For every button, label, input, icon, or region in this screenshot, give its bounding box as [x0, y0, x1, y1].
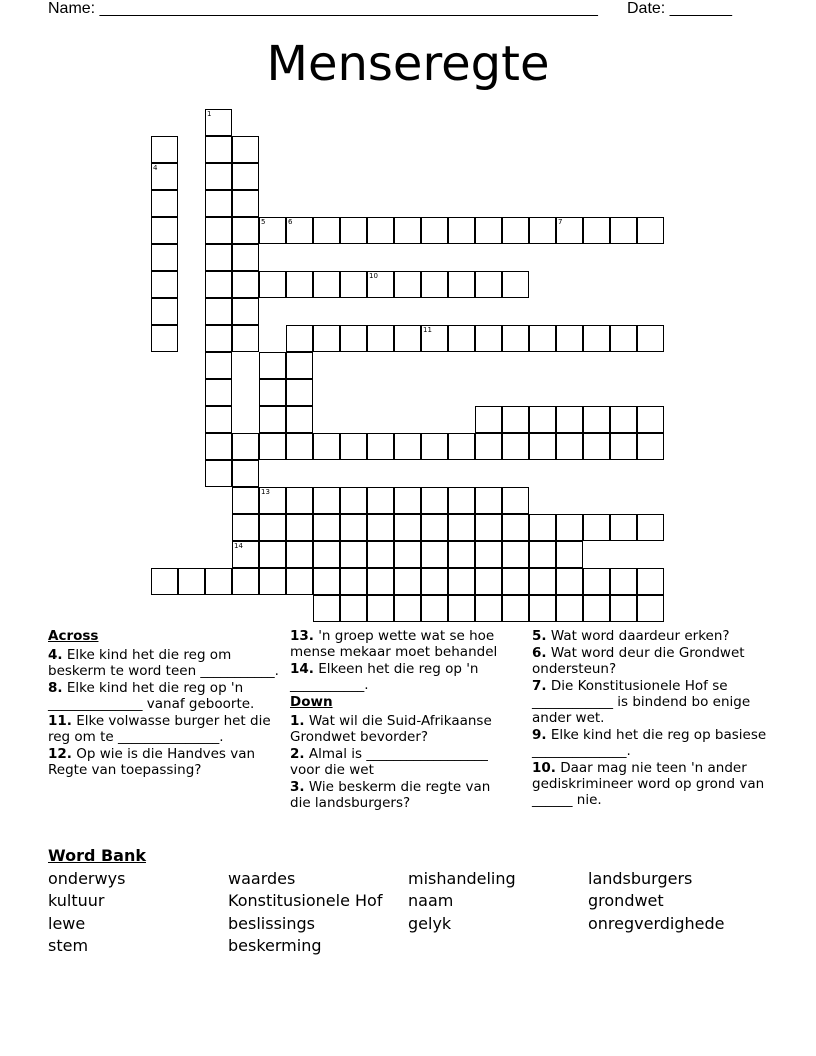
grid-cell	[205, 244, 232, 271]
word-bank-item: beskerming	[228, 936, 322, 955]
grid-cell	[151, 271, 178, 298]
grid-cell	[637, 325, 664, 352]
grid-cell	[448, 595, 475, 622]
grid-cell	[610, 217, 637, 244]
clue-down-10: 10. Daar mag nie teen 'n ander gediskrimineer word op grond van ______ nie.	[532, 760, 765, 808]
grid-cell	[394, 217, 421, 244]
grid-cell	[286, 433, 313, 460]
grid-cell	[232, 244, 259, 271]
grid-cell	[340, 433, 367, 460]
grid-cell	[475, 325, 502, 352]
grid-cell	[313, 568, 340, 595]
date-field-label: Date: _______	[627, 0, 732, 17]
grid-cell	[529, 568, 556, 595]
grid-cell	[394, 433, 421, 460]
word-bank-item: landsburgers	[588, 869, 693, 888]
grid-cell	[475, 433, 502, 460]
clue-number-label: 4	[153, 164, 158, 172]
clues-column-1	[48, 628, 280, 779]
grid-cell	[610, 433, 637, 460]
grid-cell	[448, 325, 475, 352]
grid-cell	[556, 595, 583, 622]
grid-cell	[421, 514, 448, 541]
grid-cell	[151, 325, 178, 352]
grid-cell	[151, 136, 178, 163]
grid-cell	[313, 595, 340, 622]
grid-cell	[259, 568, 286, 595]
grid-cell	[259, 433, 286, 460]
grid-cell	[367, 514, 394, 541]
grid-cell	[259, 271, 286, 298]
grid-cell	[232, 136, 259, 163]
grid-cell	[421, 433, 448, 460]
grid-cell	[529, 325, 556, 352]
clue-number-label: 10	[369, 272, 378, 280]
word-bank-item: onderwys	[48, 869, 126, 888]
grid-cell	[232, 325, 259, 352]
clue-number-label: 6	[288, 218, 293, 226]
grid-cell	[151, 190, 178, 217]
grid-cell	[394, 568, 421, 595]
grid-cell	[205, 433, 232, 460]
clue-down-2: 2. Almal is __________________ voor die wet	[290, 746, 488, 778]
grid-cell	[259, 514, 286, 541]
grid-cell	[151, 298, 178, 325]
grid-cell	[637, 595, 664, 622]
word-bank-item: lewe	[48, 914, 86, 933]
grid-cell	[151, 217, 178, 244]
word-bank-item: grondwet	[588, 891, 664, 910]
grid-cell	[340, 595, 367, 622]
grid-cell	[475, 541, 502, 568]
grid-cell	[259, 487, 286, 514]
word-bank-item: mishandeling	[408, 869, 516, 888]
grid-cell	[421, 595, 448, 622]
grid-cell	[448, 514, 475, 541]
clue-number-label: 1	[207, 110, 212, 118]
grid-cell	[583, 595, 610, 622]
grid-cell	[610, 568, 637, 595]
grid-cell	[232, 568, 259, 595]
grid-cell	[421, 217, 448, 244]
grid-cell	[286, 352, 313, 379]
clue-across-13: 13. 'n groep wette wat se hoe mense mekaar moet behandel	[290, 628, 498, 660]
clue-down-5: 5. Wat word daardeur erken?	[532, 628, 730, 644]
word-bank-item: Konstitusionele Hof	[228, 891, 383, 910]
grid-cell	[475, 217, 502, 244]
clue-number-label: 5	[261, 218, 266, 226]
grid-cell	[367, 433, 394, 460]
grid-cell	[448, 541, 475, 568]
grid-cell	[502, 433, 529, 460]
grid-cell	[637, 406, 664, 433]
grid-cell	[583, 217, 610, 244]
grid-cell	[367, 271, 394, 298]
clue-down-7: 7. Die Konstitusionele Hof se ____________ is bindend bo enige ander wet.	[532, 678, 751, 726]
grid-cell	[232, 190, 259, 217]
grid-cell	[205, 109, 232, 136]
grid-cell	[286, 514, 313, 541]
grid-cell	[313, 487, 340, 514]
clue-number-label: 7	[558, 218, 563, 226]
clue-down-1: 1. Wat wil die Suid-Afrikaanse Grondwet bevorder?	[290, 713, 492, 745]
clue-down-6: 6. Wat word deur die Grondwet ondersteun?	[532, 645, 745, 677]
grid-cell	[556, 406, 583, 433]
grid-cell	[502, 487, 529, 514]
grid-cell	[259, 352, 286, 379]
clues-column-3	[532, 628, 772, 809]
grid-cell	[205, 136, 232, 163]
word-bank-item: onregverdighede	[588, 914, 725, 933]
grid-cell	[583, 406, 610, 433]
grid-cell	[259, 379, 286, 406]
name-field-label: Name: ________________________________________________________	[48, 0, 598, 17]
grid-cell	[313, 325, 340, 352]
grid-cell	[313, 514, 340, 541]
grid-cell	[421, 541, 448, 568]
grid-cell	[556, 514, 583, 541]
grid-cell	[313, 217, 340, 244]
grid-cell	[475, 514, 502, 541]
grid-cell	[205, 271, 232, 298]
grid-cell	[205, 352, 232, 379]
grid-cell	[205, 379, 232, 406]
page-title: Menseregte	[266, 36, 550, 92]
grid-cell	[232, 541, 259, 568]
word-bank-item: gelyk	[408, 914, 452, 933]
clue-number-label: 13	[261, 488, 270, 496]
clue-down-9: 9. Elke kind het die reg op basiese ______________.	[532, 727, 767, 759]
grid-cell	[205, 460, 232, 487]
grid-cell	[421, 487, 448, 514]
grid-cell	[610, 514, 637, 541]
grid-cell	[529, 514, 556, 541]
word-bank-item: kultuur	[48, 891, 105, 910]
grid-cell	[610, 325, 637, 352]
grid-cell	[610, 406, 637, 433]
grid-cell	[448, 271, 475, 298]
grid-cell	[637, 433, 664, 460]
grid-cell	[232, 163, 259, 190]
word-bank-item: stem	[48, 936, 89, 955]
grid-cell	[421, 568, 448, 595]
grid-cell	[583, 514, 610, 541]
grid-cell	[313, 271, 340, 298]
grid-cell	[205, 298, 232, 325]
grid-cell	[367, 595, 394, 622]
grid-cell	[205, 217, 232, 244]
grid-cell	[502, 595, 529, 622]
grid-cell	[259, 541, 286, 568]
grid-cell	[556, 541, 583, 568]
grid-cell	[394, 541, 421, 568]
grid-cell	[583, 568, 610, 595]
grid-cell	[475, 595, 502, 622]
grid-cell	[286, 568, 313, 595]
grid-cell	[205, 163, 232, 190]
grid-cell	[205, 406, 232, 433]
across-heading: Across	[48, 628, 99, 644]
grid-cell	[529, 541, 556, 568]
grid-cell	[502, 568, 529, 595]
grid-cell	[556, 568, 583, 595]
grid-cell	[178, 568, 205, 595]
grid-cell	[286, 487, 313, 514]
word-bank-item: waardes	[228, 869, 296, 888]
grid-cell	[232, 271, 259, 298]
word-bank-title: Word Bank	[48, 846, 147, 865]
grid-cell	[529, 217, 556, 244]
grid-cell	[475, 487, 502, 514]
clue-across-8: 8. Elke kind het die reg op 'n ______________ vanaf geboorte.	[48, 680, 255, 712]
grid-cell	[313, 433, 340, 460]
grid-cell	[313, 541, 340, 568]
grid-cell	[340, 568, 367, 595]
grid-cell	[259, 217, 286, 244]
clue-across-14: 14. Elkeen het die reg op 'n ___________.	[290, 661, 479, 693]
grid-cell	[232, 433, 259, 460]
grid-cell	[475, 568, 502, 595]
grid-cell	[286, 379, 313, 406]
grid-cell	[448, 487, 475, 514]
grid-cell	[421, 271, 448, 298]
grid-cell	[448, 568, 475, 595]
grid-cell	[637, 514, 664, 541]
grid-cell	[286, 541, 313, 568]
grid-cell	[475, 406, 502, 433]
clue-number-label: 14	[234, 542, 243, 550]
grid-cell	[286, 325, 313, 352]
grid-cell	[205, 568, 232, 595]
grid-cell	[367, 487, 394, 514]
grid-cell	[232, 217, 259, 244]
grid-cell	[340, 271, 367, 298]
grid-cell	[205, 325, 232, 352]
grid-cell	[556, 433, 583, 460]
grid-cell	[232, 460, 259, 487]
grid-cell	[502, 541, 529, 568]
grid-cell	[340, 541, 367, 568]
grid-cell	[340, 217, 367, 244]
grid-cell	[286, 271, 313, 298]
word-bank-item: naam	[408, 891, 454, 910]
grid-cell	[556, 325, 583, 352]
word-bank-item: beslissings	[228, 914, 315, 933]
grid-cell	[151, 568, 178, 595]
clue-across-4: 4. Elke kind het die reg om beskerm te word teen ___________.	[48, 647, 279, 679]
grid-cell	[232, 514, 259, 541]
grid-cell	[448, 217, 475, 244]
grid-cell	[529, 595, 556, 622]
grid-cell	[367, 217, 394, 244]
grid-cell	[583, 433, 610, 460]
grid-cell	[232, 487, 259, 514]
grid-cell	[367, 541, 394, 568]
grid-cell	[151, 244, 178, 271]
grid-cell	[610, 595, 637, 622]
clues-column-2	[290, 628, 514, 812]
grid-cell	[475, 271, 502, 298]
grid-cell	[259, 406, 286, 433]
grid-cell	[394, 271, 421, 298]
grid-cell	[583, 325, 610, 352]
grid-cell	[502, 325, 529, 352]
grid-cell	[502, 514, 529, 541]
clue-across-12: 12. Op wie is die Handves van Regte van toepassing?	[48, 746, 256, 778]
grid-cell	[502, 217, 529, 244]
grid-cell	[502, 271, 529, 298]
grid-cell	[232, 298, 259, 325]
grid-cell	[394, 514, 421, 541]
grid-cell	[448, 433, 475, 460]
down-heading: Down	[290, 694, 333, 710]
grid-cell	[529, 406, 556, 433]
grid-cell	[286, 217, 313, 244]
grid-cell	[340, 514, 367, 541]
grid-cell	[556, 217, 583, 244]
grid-cell	[367, 568, 394, 595]
grid-cell	[205, 190, 232, 217]
grid-cell	[286, 406, 313, 433]
grid-cell	[394, 487, 421, 514]
clue-number-label: 11	[423, 326, 432, 334]
grid-cell	[367, 325, 394, 352]
clue-down-3: 3. Wie beskerm die regte van die landsburgers?	[290, 779, 491, 811]
clue-across-11: 11. Elke volwasse burger het die reg om te _______________.	[48, 713, 271, 745]
grid-cell	[529, 433, 556, 460]
grid-cell	[151, 163, 178, 190]
grid-cell	[421, 325, 448, 352]
grid-cell	[340, 325, 367, 352]
grid-cell	[637, 217, 664, 244]
grid-cell	[340, 487, 367, 514]
grid-cell	[394, 595, 421, 622]
grid-cell	[637, 568, 664, 595]
grid-cell	[394, 325, 421, 352]
grid-cell	[502, 406, 529, 433]
